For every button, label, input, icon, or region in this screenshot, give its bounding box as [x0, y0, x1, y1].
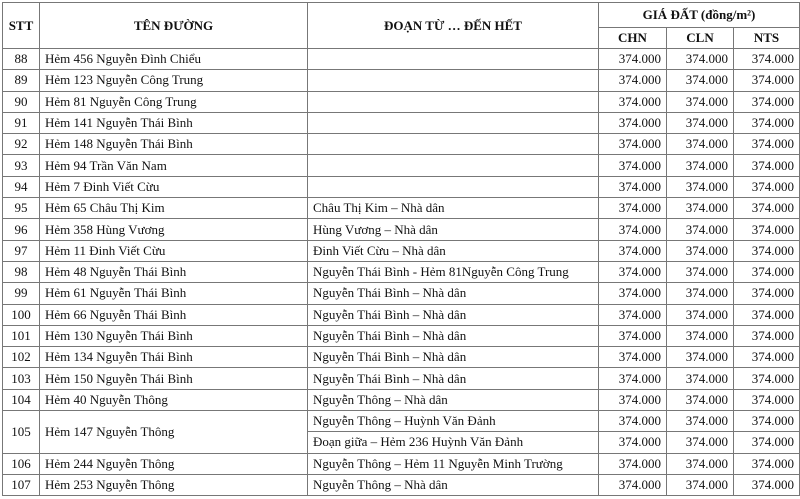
row-stt: 106 — [3, 453, 40, 474]
row-street-name: Hẻm 150 Nguyễn Thái Bình — [40, 368, 308, 389]
header-land-price: GIÁ ĐẤT (đồng/m²) — [599, 3, 800, 28]
row-segment: Đinh Viết Cừu – Nhà dân — [308, 240, 599, 261]
row-stt: 97 — [3, 240, 40, 261]
row-price-nts: 374.000 — [734, 347, 800, 368]
row-price-cln: 374.000 — [667, 453, 734, 474]
row-price-cln: 374.000 — [667, 91, 734, 112]
table-row — [3, 368, 800, 389]
row-price-nts: 374.000 — [734, 219, 800, 240]
row-segment: Hùng Vương – Nhà dân — [308, 219, 599, 240]
row-segment: Nguyễn Thái Bình – Nhà dân — [308, 368, 599, 389]
row-stt: 96 — [3, 219, 40, 240]
row-price-chn: 374.000 — [599, 70, 667, 91]
row-street-name: Hẻm 11 Đinh Viết Cừu — [40, 240, 308, 261]
row-price-cln: 374.000 — [667, 112, 734, 133]
row-stt: 95 — [3, 198, 40, 219]
table-row — [3, 49, 800, 70]
row-street-name: Hẻm 65 Châu Thị Kim — [40, 198, 308, 219]
row-street-name: Hẻm 123 Nguyễn Công Trung — [40, 70, 308, 91]
row-street-name: Hẻm 141 Nguyễn Thái Bình — [40, 112, 308, 133]
row-price-cln: 374.000 — [667, 389, 734, 410]
table-row — [3, 134, 800, 155]
row-stt: 91 — [3, 112, 40, 133]
table-row — [3, 325, 800, 346]
row-price-chn: 374.000 — [599, 283, 667, 304]
row-price-nts: 374.000 — [734, 91, 800, 112]
row-price-cln: 374.000 — [667, 176, 734, 197]
row-segment — [308, 112, 599, 133]
row-price-chn: 374.000 — [599, 453, 667, 474]
table-row — [3, 261, 800, 282]
row-price-nts: 374.000 — [734, 134, 800, 155]
row-price-cln: 374.000 — [667, 261, 734, 282]
row-price-chn: 374.000 — [599, 91, 667, 112]
row-price-nts: 374.000 — [734, 155, 800, 176]
row-segment: Nguyễn Thông – Nhà dân — [308, 474, 599, 495]
header-chn: CHN — [599, 28, 667, 49]
row-price-chn: 374.000 — [599, 176, 667, 197]
row-price-nts: 374.000 — [734, 283, 800, 304]
row-price-nts: 374.000 — [734, 198, 800, 219]
row-stt: 100 — [3, 304, 40, 325]
row-price-cln: 374.000 — [667, 432, 734, 453]
row-street-name: Hẻm 48 Nguyễn Thái Bình — [40, 261, 308, 282]
row-price-nts: 374.000 — [734, 432, 800, 453]
row-price-cln: 374.000 — [667, 70, 734, 91]
row-street-name: Hẻm 61 Nguyễn Thái Bình — [40, 283, 308, 304]
row-segment — [308, 49, 599, 70]
table-row — [3, 198, 800, 219]
row-price-nts: 374.000 — [734, 49, 800, 70]
row-stt: 102 — [3, 347, 40, 368]
table-row — [3, 474, 800, 495]
row-street-name: Hẻm 253 Nguyễn Thông — [40, 474, 308, 495]
row-segment: Nguyễn Thông – Huỳnh Văn Đảnh — [308, 411, 599, 432]
row-street-name: Hẻm 7 Đinh Viết Cừu — [40, 176, 308, 197]
table-row — [3, 219, 800, 240]
row-street-name: Hẻm 147 Nguyễn Thông — [40, 411, 308, 454]
row-price-chn: 374.000 — [599, 304, 667, 325]
row-segment: Châu Thị Kim – Nhà dân — [308, 198, 599, 219]
table-row — [3, 389, 800, 410]
row-price-chn: 374.000 — [599, 411, 667, 432]
row-price-nts: 374.000 — [734, 261, 800, 282]
row-price-nts: 374.000 — [734, 474, 800, 495]
row-segment: Nguyễn Thái Bình – Nhà dân — [308, 347, 599, 368]
row-price-cln: 374.000 — [667, 155, 734, 176]
row-price-cln: 374.000 — [667, 198, 734, 219]
row-price-cln: 374.000 — [667, 368, 734, 389]
row-price-chn: 374.000 — [599, 389, 667, 410]
row-stt: 88 — [3, 49, 40, 70]
table-row — [3, 411, 800, 432]
row-stt: 98 — [3, 261, 40, 282]
row-price-nts: 374.000 — [734, 368, 800, 389]
row-price-cln: 374.000 — [667, 474, 734, 495]
table-row — [3, 112, 800, 133]
table-row — [3, 70, 800, 91]
row-street-name: Hẻm 130 Nguyễn Thái Bình — [40, 325, 308, 346]
row-price-nts: 374.000 — [734, 240, 800, 261]
row-segment: Nguyễn Thái Bình – Nhà dân — [308, 325, 599, 346]
header-cln: CLN — [667, 28, 734, 49]
table-row — [3, 91, 800, 112]
land-price-table — [2, 2, 800, 496]
row-price-nts: 374.000 — [734, 325, 800, 346]
row-street-name: Hẻm 81 Nguyễn Công Trung — [40, 91, 308, 112]
row-segment — [308, 134, 599, 155]
row-price-chn: 374.000 — [599, 261, 667, 282]
row-price-chn: 374.000 — [599, 49, 667, 70]
row-street-name: Hẻm 148 Nguyễn Thái Bình — [40, 134, 308, 155]
header-stt: STT — [3, 3, 40, 49]
row-price-cln: 374.000 — [667, 347, 734, 368]
row-price-cln: 374.000 — [667, 325, 734, 346]
row-price-chn: 374.000 — [599, 219, 667, 240]
row-price-chn: 374.000 — [599, 112, 667, 133]
header-street-name: TÊN ĐƯỜNG — [40, 3, 308, 49]
row-stt: 107 — [3, 474, 40, 495]
row-stt: 105 — [3, 411, 40, 454]
row-price-nts: 374.000 — [734, 453, 800, 474]
row-price-cln: 374.000 — [667, 219, 734, 240]
row-stt: 101 — [3, 325, 40, 346]
row-segment: Nguyễn Thái Bình – Nhà dân — [308, 304, 599, 325]
row-price-chn: 374.000 — [599, 155, 667, 176]
row-stt: 99 — [3, 283, 40, 304]
row-price-chn: 374.000 — [599, 134, 667, 155]
table-row — [3, 347, 800, 368]
row-segment: Nguyễn Thái Bình - Hẻm 81Nguyễn Công Trung — [308, 261, 599, 282]
row-segment: Đoạn giữa – Hẻm 236 Huỳnh Văn Đảnh — [308, 432, 599, 453]
row-price-nts: 374.000 — [734, 112, 800, 133]
row-segment: Nguyễn Thái Bình – Nhà dân — [308, 283, 599, 304]
row-segment: Nguyễn Thông – Hẻm 11 Nguyễn Minh Trường — [308, 453, 599, 474]
row-price-chn: 374.000 — [599, 198, 667, 219]
row-price-chn: 374.000 — [599, 474, 667, 495]
row-price-nts: 374.000 — [734, 389, 800, 410]
row-segment — [308, 70, 599, 91]
row-price-cln: 374.000 — [667, 283, 734, 304]
row-price-nts: 374.000 — [734, 304, 800, 325]
table-row — [3, 304, 800, 325]
row-street-name: Hẻm 456 Nguyễn Đình Chiểu — [40, 49, 308, 70]
table-row — [3, 453, 800, 474]
row-stt: 90 — [3, 91, 40, 112]
row-street-name: Hẻm 94 Trần Văn Nam — [40, 155, 308, 176]
row-price-cln: 374.000 — [667, 240, 734, 261]
row-stt: 94 — [3, 176, 40, 197]
row-price-nts: 374.000 — [734, 411, 800, 432]
row-price-chn: 374.000 — [599, 432, 667, 453]
row-segment: Nguyễn Thông – Nhà dân — [308, 389, 599, 410]
row-street-name: Hẻm 134 Nguyễn Thái Bình — [40, 347, 308, 368]
row-price-chn: 374.000 — [599, 368, 667, 389]
row-stt: 93 — [3, 155, 40, 176]
row-segment — [308, 155, 599, 176]
row-street-name: Hẻm 358 Hùng Vương — [40, 219, 308, 240]
row-stt: 104 — [3, 389, 40, 410]
header-segment: ĐOẠN TỪ … ĐẾN HẾT — [308, 3, 599, 49]
row-price-chn: 374.000 — [599, 325, 667, 346]
table-row — [3, 155, 800, 176]
row-price-nts: 374.000 — [734, 70, 800, 91]
row-price-nts: 374.000 — [734, 176, 800, 197]
row-stt: 92 — [3, 134, 40, 155]
row-segment — [308, 91, 599, 112]
row-price-chn: 374.000 — [599, 240, 667, 261]
row-price-cln: 374.000 — [667, 411, 734, 432]
row-segment — [308, 176, 599, 197]
row-price-cln: 374.000 — [667, 134, 734, 155]
table-row — [3, 176, 800, 197]
table-row — [3, 283, 800, 304]
row-price-cln: 374.000 — [667, 304, 734, 325]
row-price-chn: 374.000 — [599, 347, 667, 368]
row-street-name: Hẻm 66 Nguyễn Thái Bình — [40, 304, 308, 325]
header-nts: NTS — [734, 28, 800, 49]
table-row — [3, 240, 800, 261]
row-stt: 89 — [3, 70, 40, 91]
row-stt: 103 — [3, 368, 40, 389]
row-street-name: Hẻm 244 Nguyễn Thông — [40, 453, 308, 474]
row-street-name: Hẻm 40 Nguyễn Thông — [40, 389, 308, 410]
row-price-cln: 374.000 — [667, 49, 734, 70]
